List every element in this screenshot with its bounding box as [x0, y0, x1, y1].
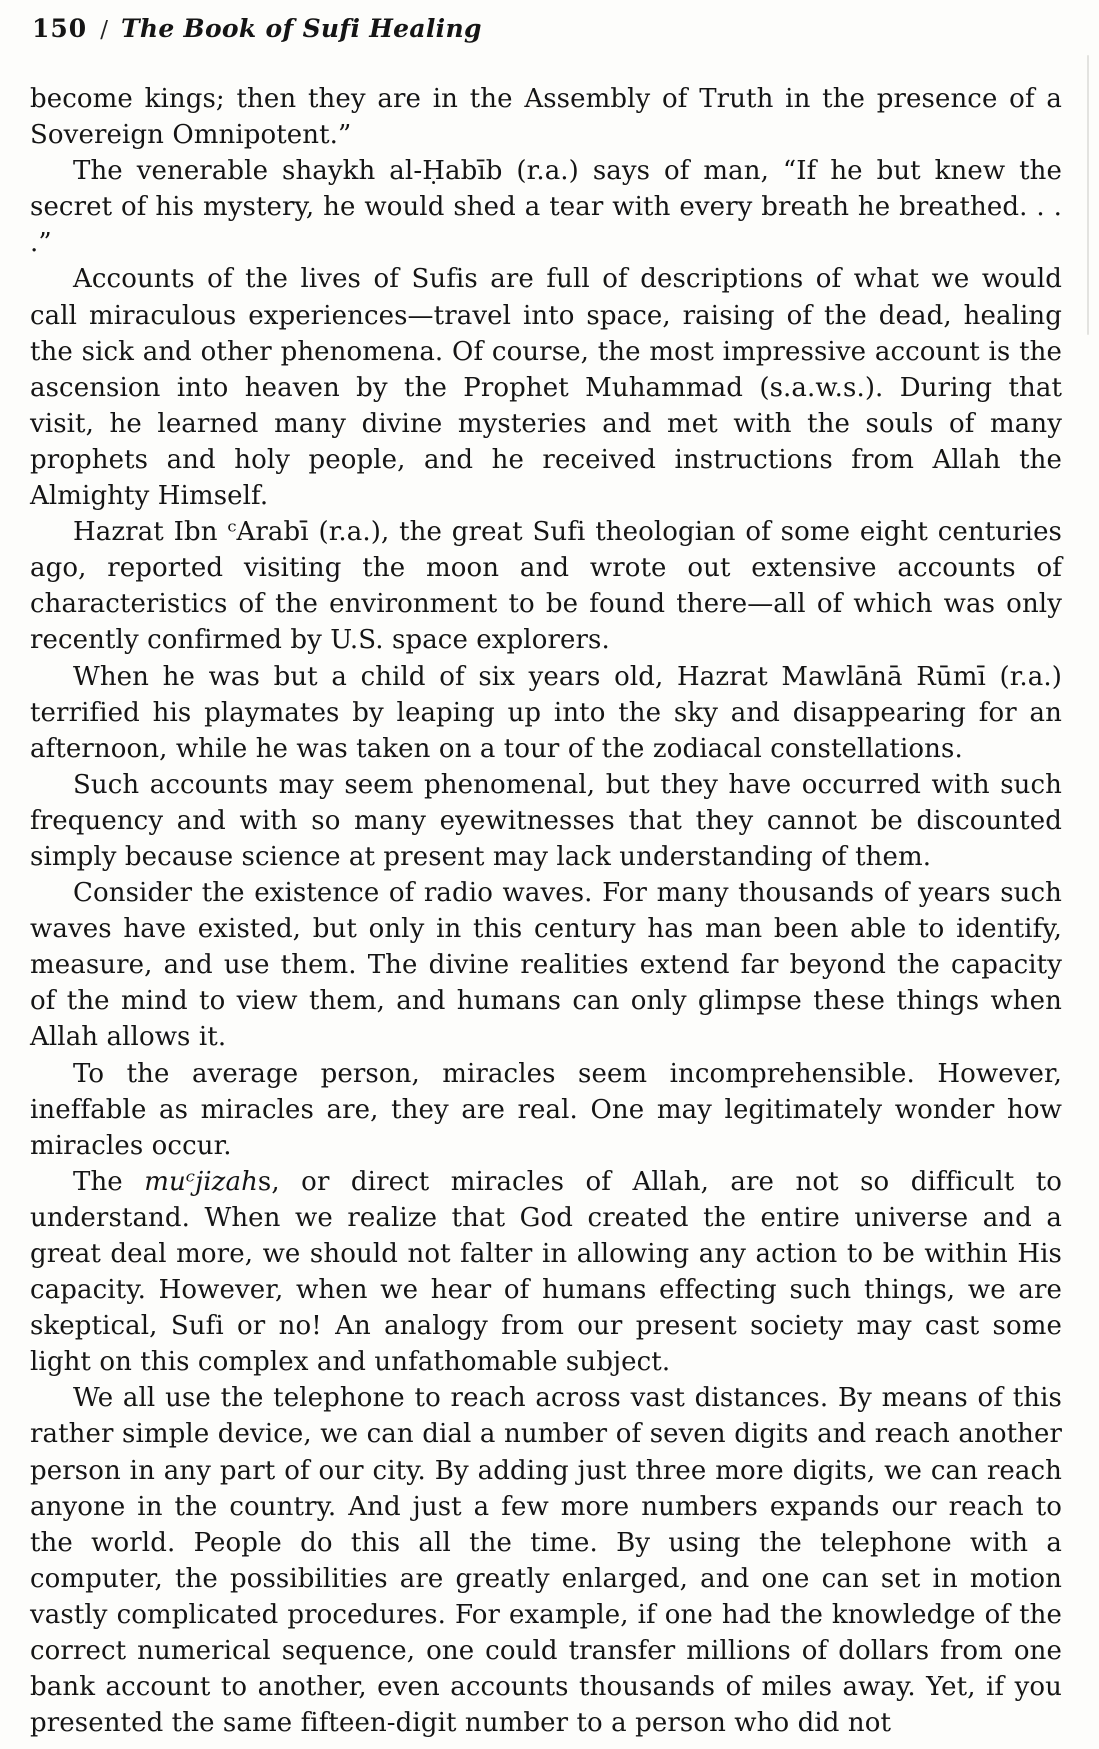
text-run: We all use the telephone to reach across vast distances. By means of this rather simple device, we can dial a number of seven digits and reach another person in any part of our city. By adding just three more digits, we can reach anyone in the country. And just a few more numbers expands our reach to the world. People do this all the time. By using the telephone with a computer, the possibilities are greatly enlarged, and one can set in motion vastly complicated procedures. For example, if one had the knowledge of the correct numerical sequence, one could transfer millions of dollars from one bank account to another, even accounts thousands of miles away. Yet, if you presented the same fifteen-digit number to a person who did not	[30, 1383, 1062, 1739]
text-run: Accounts of the lives of Sufis are full of descriptions of what we would call miraculous experiences—travel into space, raising of the dead, healing the sick and other phenomena. Of course, the most impressive account is the ascension into heaven by the Prophet Muhammad (s.a.w.s.). During that visit, he learned many divine mysteries and met with the souls of many prophets and holy people, and he received instructions from Allah the Almighty Himself.	[30, 264, 1062, 512]
paragraph	[30, 81, 1062, 153]
text-run: The venerable shaykh al-Ḥabīb (r.a.) says of man, “If he but knew the secret of his mystery, he would shed a tear with every breath he breathed. . . .”	[30, 156, 1062, 259]
page-number: 150	[32, 14, 88, 43]
text-run: To the average person, miracles seem incomprehensible. However, ineffable as miracles are, they are real. One may legitimately wonder how miracles occur.	[30, 1058, 1062, 1161]
running-head	[32, 14, 1062, 43]
paragraph	[30, 1056, 1062, 1164]
text-run: Such accounts may seem phenomenal, but they have occurred with such frequency and with so many eyewitnesses that they cannot be discounted simply because science at present may lack understanding of them.	[30, 769, 1062, 872]
text-run: Consider the existence of radio waves. For many thousands of years such waves have existed, but only in this century has man been able to identify, measure, and use them. The divine realities extend far beyond the capacity of the mind to view them, and humans can only glimpse these things when Allah allows it.	[30, 878, 1062, 1053]
scan-edge-artifact	[1087, 55, 1089, 335]
text-run: When he was but a child of six years old, Hazrat Mawlānā Rūmī (r.a.) terrified his playmates by leaping up into the sky and disappearing for an afternoon, while he was taken on a tour of the zodiacal constellations.	[30, 661, 1062, 764]
text-body	[30, 81, 1062, 1741]
text-run: s, or direct miracles of Allah, are not so difficult to understand. When we realize that God created the entire universe and a great deal more, we should not falter in allowing any action to be within His capacity. However, when we hear of humans effecting such things, we are skeptical, Sufi or no! An analogy from our present society may cast some light on this complex and unfathomable subject.	[30, 1166, 1063, 1378]
text-run: Hazrat Ibn ᶜArabī (r.a.), the great Sufi theologian of some eight centuries ago, reported visiting the moon and wrote out extensive accounts of characteristics of the environment to be found there—all of which was only recently confirmed by U.S. space explorers.	[30, 517, 1062, 656]
header-separator: /	[100, 17, 108, 43]
text-run: become kings; then they are in the Assembly of Truth in the presence of a Sovereign Omnipotent.”	[30, 84, 1062, 151]
paragraph	[30, 659, 1062, 767]
paragraph	[30, 1164, 1062, 1381]
book-title: The Book of Sufi Healing	[120, 14, 482, 43]
text-run: The	[73, 1166, 145, 1197]
paragraph	[30, 514, 1062, 658]
paragraph	[30, 875, 1062, 1055]
paragraph	[30, 153, 1062, 261]
paragraph	[30, 261, 1062, 514]
paragraph	[30, 1380, 1062, 1741]
paragraph	[30, 767, 1062, 875]
italic-term: muᶜjizah	[144, 1166, 258, 1197]
